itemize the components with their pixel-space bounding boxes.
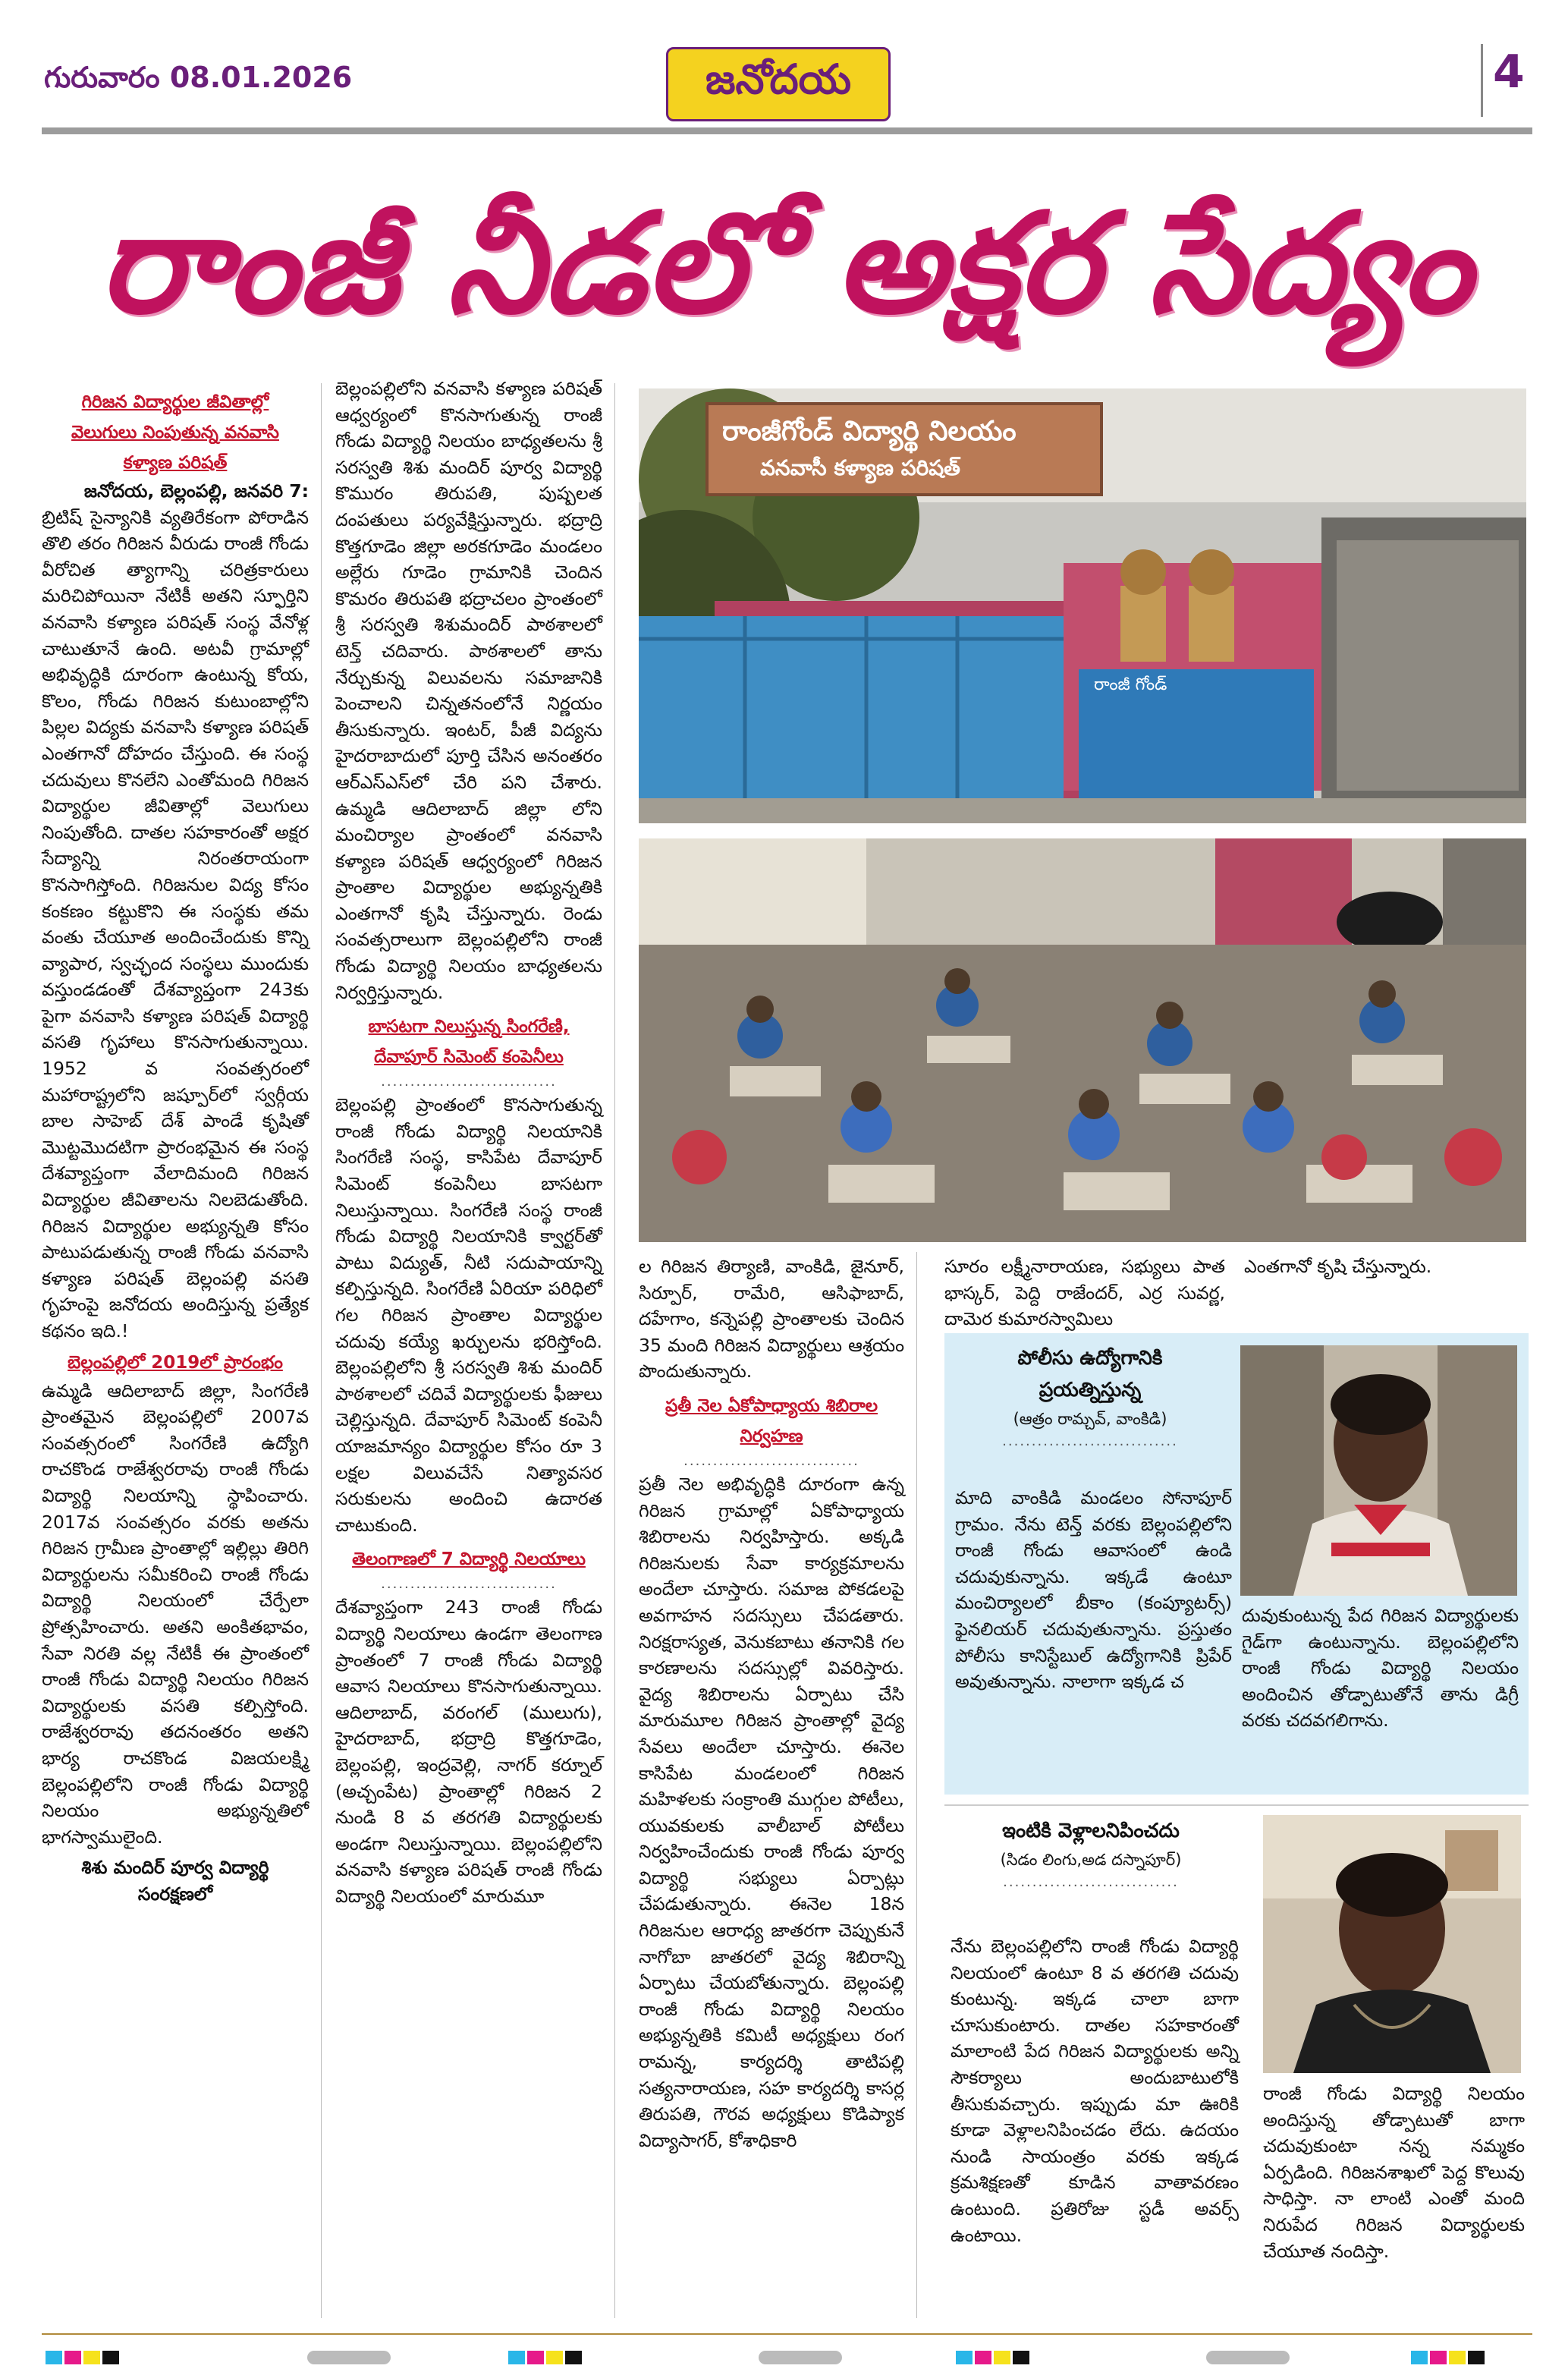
box-text bbox=[951, 1933, 1239, 2248]
article-paragraph: బ్రిటిష్ సైన్యానికి వ్యతిరేకంగా పోరాడిన తొలి తరం గిరిజన వీరుడు రాంజీ గోండు వీరోచిత త్యాగాన్ని చరిత్రకారులు మరిచిపోయినా నేటికీ అతని స్ఫూర్తిని వనవాసి కళ్యాణ పరిషత్ సంస్థ వేనోళ్ల చాటుతూనే ఉంది. అటవీ గ్రామాల్లో అభివృద్ధికి దూరంగా ఉంటున్న కోయ, కొలం, గోండు గిరిజన కుటుంబాల్లోని పిల్లల విద్యకు వనవాసి కళ్యాణ పరిషత్ ఎంతగానో దోహదం చేస్తుంది. ఈ సంస్థ చదువులు కొనలేని ఎంతోమంది గిరిజన విద్యార్థుల జీవితాల్లో వెలుగులు నింపుతోంది. దాతల సహకారంతో అక్షర సేద్యాన్ని నిరంతరాయంగా కొనసాగిస్తోంది. గిరిజనుల విద్య కోసం కంకణం కట్టుకొని ఈ సంస్థకు తమ వంతు చేయూత అందించేందుకు కొన్ని వ్యాపార, స్వచ్ఛంద సంస్థలు ముందుకు వస్తుండడంతో దేశవ్యాప్తంగా 243కు పైగా వనవాసి కళ్యాణ పరిషత్ విద్యార్థి వసతి గృహాలు కొనసాగుతున్నాయి. 1952 వ సంవత్సరంలో మహారాష్ట్రలోని జష్పూర్‌లో స్వర్గీయ బాల సాహెబ్ దేశ్ పాండే కృషితో మొట్టమొదటిగా ప్రారంభమైన ఈ సంస్థ దేశవ్యాప్తంగా వేలాదిమంది గిరిజన విద్యార్థుల జీవితాలను నిలబెడుతోంది. గిరిజన విద్యార్థుల అభ్యున్నతి కోసం పాటుపడుతున్న రాంజీ గోండు వనవాసి కళ్యాణ పరిషత్ బెల్లంపల్లి వసతి గృహంపై జనోదయ అందిస్తున్న ప్రత్యేక కథనం ఇది.! bbox=[42, 506, 309, 1342]
headline: రాంజీ నీడలో అక్షర సేద్యం bbox=[99, 183, 1472, 344]
student-portrait-2 bbox=[1263, 1815, 1521, 2073]
article-paragraph: ఉమ్మడి ఆదిలాబాద్ జిల్లా, సింగరేణి ప్రాంతమైన బెల్లంపల్లిలో 2007వ సంవత్సరంలో సింగరేణి ఉద్యోగి రాచకొండ రాజేశ్వరరావు రాంజీ గోండు విద్యార్థి నిలయాన్ని స్థాపించారు. 2017వ సంవత్సరం వరకు అతను గిరిజన గ్రామీణ ప్రాంతాల్లో ఇల్లిల్లు తిరిగి విద్యార్థులను సమీకరించి రాంజీ గోండు విద్యార్థి నిలయంలో చేర్పేలా ప్రోత్సహించారు. అతని అంకితభావం, సేవా నిరతి వల్ల నేటికీ ఈ ప్రాంతంలో రాంజీ గోండు విద్యార్థి నిలయం గిరిజన విద్యార్థులకు వసతి కల్పిస్తోంది. రాజేశ్వరరావు తదనంతరం అతని భార్య రాచకొండ విజయలక్ష్మి బెల్లంపల్లిలోని రాంజీ గోండు విద్యార్థి నిలయం అభ్యున్నతిలో భాగస్వాములైంది. bbox=[42, 1379, 309, 1848]
dots-divider: .............................. bbox=[1003, 1874, 1179, 1890]
dots-divider: .............................. bbox=[1002, 1433, 1178, 1449]
subheading: శిశు మందిర్ పూర్వ విద్యార్థి bbox=[81, 1857, 269, 1879]
dots-divider: .............................. bbox=[683, 1452, 859, 1469]
box-paragraph: దువుకుంటున్న పేద గిరిజన విద్యార్థులకు గైడ్‌గా ఉంటున్నాను. బెల్లంపల్లిలోని రాంజీ గోండు విద్యార్థి నిలయం అందించిన తోడ్పాటుతోనే తాను డిగ్రీ వరకు చదవగలిగాను. bbox=[1242, 1605, 1519, 1732]
box-title: ప్రయత్నిస్తున్న bbox=[1039, 1379, 1142, 1401]
students-studying-photo bbox=[639, 838, 1526, 1242]
logo-text: జనోదయ bbox=[705, 55, 852, 103]
box-byline: (ఆత్రం రామ్చవ్, వాంకిడి) bbox=[1013, 1410, 1167, 1428]
footer-rule bbox=[42, 2333, 1532, 2335]
box-byline: (సిడం లింగు,అడ దస్నాపూర్) bbox=[1000, 1851, 1182, 1869]
subheading: ప్రతీ నెల ఏకోపాధ్యాయ శిబిరాల bbox=[665, 1395, 878, 1416]
dateline: జనోదయ, బెల్లంపల్లి, జనవరి 7: bbox=[83, 480, 309, 502]
subheading: బెల్లంపల్లిలో 2019లో ప్రారంభం bbox=[68, 1352, 283, 1373]
testimonial-box-2 bbox=[944, 1804, 1529, 2326]
box-paragraph: రాంజీ గోండు విద్యార్థి నిలయం అందిస్తున్న తోడ్పాటుతో బాగా చదువుకుంటా నన్న నమ్మకం ఏర్పడింది. గిరిజనశాఖలో పెద్ద కొలువు సాధిస్తా. నా లాంటి ఎంతో మంది నిరుపేద గిరిజన విద్యార్థులకు చేయూత నందిస్తా. bbox=[1263, 2083, 1525, 2262]
article-paragraph: ప్రతీ నెల అభివృద్ధికి దూరంగా ఉన్న గిరిజన గ్రామాల్లో ఏకోపాధ్యాయ శిబిరాలను నిర్వహిస్తారు. అక్కడి గిరిజనులకు సేవా కార్యక్రమాలను అందేలా చూస్తారు. సమాజ పోకడలపై అవగాహన సదస్సులు చేపడతారు. నిరక్షరాస్యత, వెనుకబాటు తనానికి గల కారణాలను సదస్సుల్లో వివరిస్తారు. వైద్య శిబిరాలను ఏర్పాటు చేసి మారుమూల గిరిజన ప్రాంతాల్లో వైద్య సేవలు అందేలా చూస్తారు. ఈనెల కాసిపేట మండలంలో గిరిజన మహిళలకు సంక్రాంతి ముగ్గుల పోటీలు, యువకులకు వాలీబాల్ పోటీలు నిర్వహించేందుకు రాంజీ గోండు పూర్వ విద్యార్థి సభ్యులు ఏర్పాట్లు చేపడుతున్నారు. ఈనెల 18న గిరిజనుల ఆరాధ్య జాతరగా చెప్పుకునే నాగోబా జాతరలో వైద్య శిబిరాన్ని ఏర్పాటు చేయబోతున్నారు. బెల్లంపల్లి రాంజీ గోండు విద్యార్థి నిలయం అభ్యున్నతికి కమిటీ అధ్యక్షులు రంగ రామన్న, కార్యదర్శి తాటిపల్లి సత్యనారాయణ, సహ కార్యదర్శి కాసర్ల తిరుపతి, గౌరవ అధ్యక్షులు కొడిప్యాక విద్యాసాగర్, కోశాధికారి bbox=[639, 1473, 904, 2151]
box-text bbox=[955, 1485, 1232, 1695]
hostel-gate-photo bbox=[639, 388, 1526, 823]
column-5-top bbox=[1244, 1254, 1532, 1280]
column-separator bbox=[1481, 44, 1483, 117]
box-text bbox=[1263, 2081, 1525, 2264]
student-portrait-1 bbox=[1240, 1345, 1517, 1596]
column-4-top bbox=[944, 1254, 1225, 1332]
subheading: బాసటగా నిలుస్తున్న సింగరేణి, bbox=[368, 1017, 570, 1037]
article-paragraph: దేశవ్యాప్తంగా 243 రాంజీ గోండు విద్యార్థి నిలయాలు ఉండగా తెలంగాణ ప్రాంతంలో 7 రాంజీ గోండు విద్యార్థి ఆవాస నిలయాలు కొనసాగుతున్నాయి. ఆదిలాబాద్, వరంగల్ (ములుగు), హైదరాబాద్, భద్రాద్రి కొత్తగూడెం, బెల్లంపల్లి, ఇంద్రవెల్లి, నాగర్ కర్నూల్ (అచ్చంపేట) ప్రాంతాల్లో గిరిజన 2 నుండి 8 వ తరగతి విద్యార్థులకు అండగా నిలుస్తున్నాయి. బెల్లంపల్లిలోని వనవాసి కళ్యాణ పరిషత్ రాంజీ గోండు విద్యార్థి నిలయంలో మారుమూ bbox=[335, 1596, 602, 1907]
column-1 bbox=[42, 387, 309, 1907]
masthead-logo bbox=[666, 47, 891, 121]
page-number: 4 bbox=[1493, 46, 1525, 99]
column-divider bbox=[916, 1252, 917, 2318]
box-paragraph: నేను బెల్లంపల్లిలోని రాంజీ గోండు విద్యార్థి నిలయంలో ఉంటూ 8 వ తరగతి చదువు కుంటున్న. ఇక్కడ చాలా బాగా చూసుకుంటారు. దాతల సహకారంతో మాలాంటి పేద గిరిజన విద్యార్థులకు అన్ని సౌకర్యాలు అందుబాటులోకి తీసుకువచ్చారు. ఇప్పుడు మా ఊరికి కూడా వెళ్లాలనిపించడం లేదు. ఉదయం నుండి సాయంత్రం వరకు ఇక్కడ క్రమశిక్షణతో కూడిన వాతావరణం ఉంటుంది. ప్రతిరోజు స్టడీ అవర్స్ ఉంటాయి. bbox=[951, 1936, 1239, 2246]
column-3 bbox=[639, 1254, 904, 2153]
dots-divider: .............................. bbox=[381, 1576, 557, 1593]
hostel-sign-text: రాంజీగోండ్ విద్యార్థి నిలయం bbox=[722, 416, 1017, 447]
header-rule bbox=[42, 127, 1532, 134]
box-text bbox=[1242, 1603, 1519, 1734]
article-paragraph: బెల్లంపల్లి ప్రాంతంలో కొనసాగుతున్న రాంజీ గోండు విద్యార్థి నిలయానికి సింగరేణి సంస్థ, కాసిపేట దేవాపూర్ సిమెంట్ కంపెనీలు బాసటగా నిలుస్తున్నాయి. సింగరేణి సంస్థ రాంజీ గోండు విద్యార్థి నిలయానికి క్వార్టర్‌తో పాటు విద్యుత్, నీటి సదుపాయాన్ని కల్పిస్తున్నది. సింగరేణి ఏరియా పరిధిలో గల గిరిజన ప్రాంతాల విద్యార్థుల చదువు కయ్యే ఖర్చులను భరిస్తోంది. బెల్లంపల్లిలోని శ్రీ సరస్వతి శిశు మందిర్ పాఠశాలలో చదివే విద్యార్థులకు ఫీజులు చెల్లిస్తున్నది. దేవాపూర్ సిమెంట్ కంపెనీ యాజమాన్యం విద్యార్థుల కోసం రూ 3 లక్షల విలువచేసే నిత్యావసర సరుకులను అందించి ఉదారత చాటుకుంది. bbox=[335, 1094, 602, 1536]
dots-divider: .............................. bbox=[381, 1074, 557, 1090]
subheading: దేవాపూర్ సిమెంట్ కంపెనీలు bbox=[374, 1047, 564, 1068]
registration-marks bbox=[46, 2351, 1532, 2367]
column-divider bbox=[321, 383, 322, 2318]
subheading: నిర్వహణ bbox=[740, 1426, 803, 1446]
kicker-line: కళ్యాణ పరిషత్ bbox=[123, 453, 228, 473]
kicker-line: వెలుగులు నింపుతున్న వనవాసి bbox=[71, 423, 279, 442]
subheading: తెలంగాణలో 7 విద్యార్థి నిలయాలు bbox=[352, 1549, 586, 1570]
article-paragraph: బెల్లంపల్లిలోని వనవాసి కళ్యాణ పరిషత్ ఆధ్వర్యంలో కొనసాగుతున్న రాంజీ గోండు విద్యార్థి నిలయం బాధ్యతలను శ్రీ సరస్వతి శిశు మందిర్ పూర్వ విద్యార్థి కొమురం తిరుపతి, పుష్పలత దంపతులు పర్యవేక్షిస్తున్నారు. భద్రాద్రి కొత్తగూడెం జిల్లా అరకగూడెం మండలం అల్లేరు గూడెం గ్రామానికి చెందిన కొమరం తిరుపతి భద్రాచలం ప్రాంతంలో శ్రీ సరస్వతి శిశుమందిర్ పాఠశాలలో టెన్త్ చదివారు. పాఠశాలలో తాను నేర్చుకున్న విలువలను సమాజానికి పెంచాలని చిన్నతనంలోనే నిర్ణయం తీసుకున్నారు. ఇంటర్, పీజీ విద్యను హైదరాబాదులో పూర్తి చేసిన అనంతరం ఆర్ఎస్ఎస్‌లో చేరి పని చేశారు. ఉమ్మడి ఆదిలాబాద్ జిల్లా లోని మంచిర్యాల ప్రాంతంలో వనవాసి కళ్యాణ పరిషత్ ఆధ్వర్యంలో గిరిజన ప్రాంతాల విద్యార్థుల అభ్యున్నతికి ఎంతగానో కృషి చేస్తున్నారు. రెండు సంవత్సరాలుగా బెల్లంపల్లిలోని రాంజీ గోండు విద్యార్థి నిలయం బాధ్యతలను నిర్వర్తిస్తున్నారు. bbox=[335, 378, 602, 1003]
header-date: గురువారం 08.01.2026 bbox=[44, 61, 353, 94]
box-title: పోలీసు ఉద్యోగానికి bbox=[1017, 1347, 1163, 1370]
subheading: సంరక్షణలో bbox=[137, 1883, 213, 1905]
kicker-line: గిరిజన విద్యార్థుల జీవితాల్లో bbox=[81, 392, 269, 412]
box-title: ఇంటికి వెళ్లాలనిపించదు bbox=[1002, 1820, 1180, 1842]
testimonial-box-1 bbox=[944, 1333, 1529, 1795]
article-paragraph: సూరం లక్ష్మీనారాయణ, సభ్యులు పాత భాస్కర్, పెద్ది రాజేందర్, ఎర్ర సువర్ణ, దామెర కుమారస్వామిలు bbox=[944, 1256, 1225, 1330]
column-2 bbox=[335, 376, 602, 1909]
hostel-sign-text: వనవాసీ కళ్యాణ పరిషత్ bbox=[760, 455, 960, 480]
box-paragraph: మాది వాంకిడి మండలం సోనాపూర్ గ్రామం. నేను టెన్త్ వరకు బెల్లంపల్లిలోని రాంజీ గోండు ఆవాసంలో ఉండి చదువుకున్నాను. ఇక్కడే ఉంటూ మంచిర్యాలలో బీకాం (కంప్యూటర్స్) ఫైనలియర్ చదువుతున్నాను. ప్రస్తుతం పోలీసు కానిస్టేబుల్ ఉద్యోగానికి ప్రిపేర్ అవుతున్నాను. నాలాగా ఇక్కడ చ bbox=[955, 1487, 1232, 1693]
column-divider bbox=[614, 383, 615, 2318]
article-paragraph: ఎంతగానో కృషి చేస్తున్నారు. bbox=[1244, 1256, 1432, 1277]
article-paragraph: ల గిరిజన తిర్యాణి, వాంకిడి, జైనూర్, సిర్పూర్, రామేరి, ఆసిఫాబాద్, దహేగాం, కన్నెపల్లి ప్రాంతాలకు చెందిన 35 మంది గిరిజన విద్యార్థులు ఆశ్రయం పొందుతున్నారు. bbox=[639, 1256, 904, 1383]
hostel-wall-text: రాంజీ గోండ్ bbox=[1094, 675, 1167, 694]
